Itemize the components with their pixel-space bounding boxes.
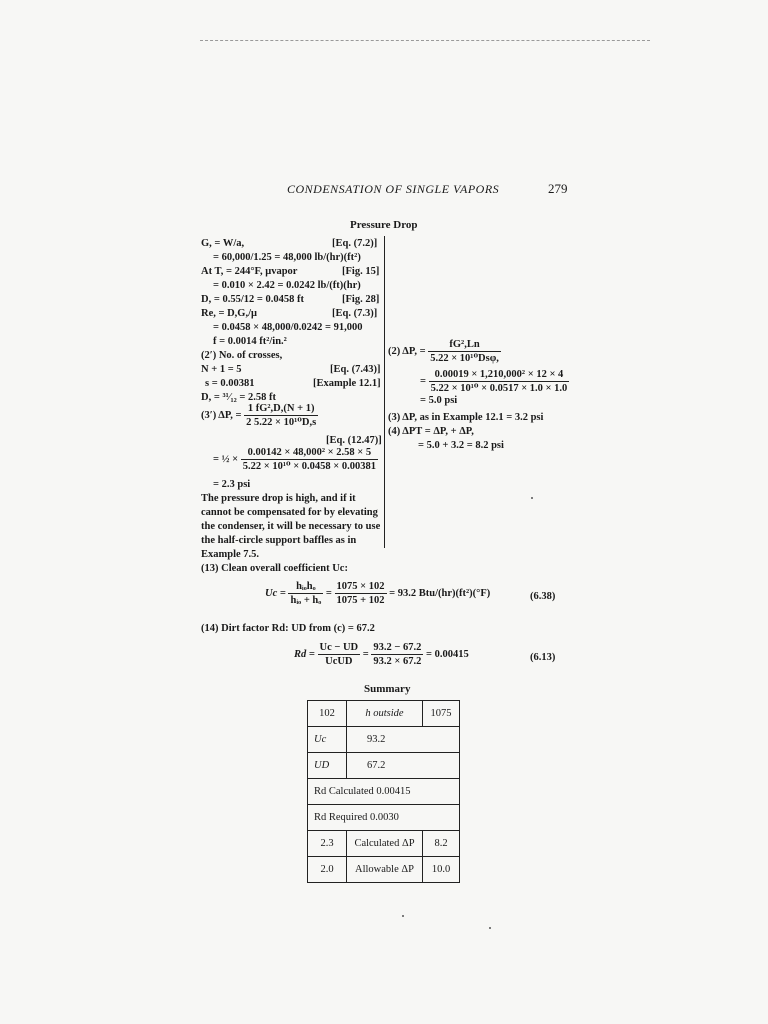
- fraction: [244, 402, 318, 429]
- fraction: [288, 580, 323, 607]
- eq-fraction-line: [201, 402, 318, 429]
- fraction-numerator: 1 fG²,D,(N + 1): [244, 402, 318, 416]
- eq-line: D, = 0.55/12 = 0.0458 ft: [201, 294, 304, 305]
- table-cell: h outside: [347, 701, 423, 727]
- fraction-numerator: fG²,Ln: [428, 338, 501, 352]
- fraction-denominator: hᵢₒ + hₒ: [290, 595, 322, 606]
- eq-line: f = 0.0014 ft²/in.²: [213, 336, 287, 347]
- eq-ref: [Eq. (12.47)]: [326, 435, 382, 446]
- eq-line: D, = ³¹⁄₁₂ = 2.58 ft: [201, 392, 277, 403]
- fraction-numerator: 0.00142 × 48,000² × 2.58 × 5: [241, 446, 378, 460]
- table-cell: 1075: [423, 701, 460, 727]
- fraction-numerator: 0.00019 × 1,210,000² × 12 × 4: [429, 368, 570, 382]
- eq-fraction-line: [388, 338, 501, 365]
- fraction-denominator: 1075 + 102: [336, 595, 385, 606]
- fraction-denominator: 5.22 × 10¹⁰ × 0.0458 × 0.00381: [242, 461, 377, 472]
- table-cell: 8.2: [423, 831, 460, 857]
- eq-label: (2) ΔP, =: [388, 345, 426, 357]
- table-cell: UD: [308, 753, 347, 779]
- fraction-denominator: 93.2 × 67.2: [373, 656, 422, 667]
- page-number: 279: [548, 181, 568, 196]
- eq-result: = 93.2 Btu/(hr)(ft²)(°F): [389, 587, 491, 599]
- eq-line: = 2.3 psi: [213, 479, 251, 490]
- eq-line: (3) ΔP, as in Example 12.1 = 3.2 psi: [388, 412, 544, 423]
- eq-line: (4) ΔPT = ΔP, + ΔP,: [388, 426, 474, 437]
- eq-ref: [Fig. 28]: [342, 294, 380, 305]
- fraction-numerator: Uc − UD: [319, 642, 359, 653]
- scan-artifact-line: [200, 40, 650, 41]
- eq-label: (3′) ΔP, =: [201, 409, 242, 421]
- fraction: [371, 641, 423, 668]
- fraction-denominator: UcUD: [325, 656, 353, 667]
- equation-number: (6.38): [530, 591, 556, 602]
- eq-label: Uc =: [265, 587, 286, 599]
- eq-line: At T, = 244°F, μvapor: [201, 266, 298, 277]
- table-row: [308, 779, 460, 805]
- eq-label: = ½ ×: [213, 453, 239, 465]
- step-heading: (14) Dirt factor Rd: UD from (c) = 67.2: [201, 623, 375, 634]
- table-row: [308, 753, 460, 779]
- fraction-denominator: 2 5.22 × 10¹⁰D,s: [246, 417, 317, 428]
- eq-line: (2′) No. of crosses,: [201, 350, 283, 361]
- table-cell: Calculated ΔP: [347, 831, 423, 857]
- fraction-denominator: 5.22 × 10¹⁰ × 0.0517 × 1.0 × 1.0: [430, 383, 568, 394]
- table-cell: 10.0: [423, 857, 460, 883]
- eq-sign: =: [362, 648, 369, 660]
- equation-uc: [265, 580, 490, 607]
- eq-ref: [Eq. (7.43)]: [330, 364, 381, 375]
- eq-fraction-line: [420, 368, 569, 395]
- scan-speck: [531, 497, 533, 499]
- eq-result: = 0.00415: [426, 648, 469, 660]
- fraction-numerator: 93.2 − 67.2: [373, 642, 422, 653]
- eq-line: = 60,000/1.25 = 48,000 lb/(hr)(ft²): [213, 252, 361, 263]
- eq-line: Re, = D,G,/μ: [201, 308, 257, 319]
- table-cell: Rd Required 0.0030: [308, 805, 460, 831]
- eq-ref: [Fig. 15]: [342, 266, 380, 277]
- table-cell: 2.0: [308, 857, 347, 883]
- summary-table: [307, 700, 460, 883]
- table-row: [308, 701, 460, 727]
- scan-speck: [402, 915, 404, 917]
- eq-ref: [Example 12.1]: [313, 378, 381, 389]
- step-heading: (13) Clean overall coefficient Uc:: [201, 563, 348, 574]
- table-cell: 102: [308, 701, 347, 727]
- table-cell: Rd Calculated 0.00415: [308, 779, 460, 805]
- summary-title: Summary: [364, 683, 411, 695]
- remark-paragraph: The pressure drop is high, and if it cannot be compensated for by elevating the condenser, it will be necessary to use the half-circle support baffles as in Example 7.5.: [201, 493, 381, 560]
- fraction-denominator: 5.22 × 10¹⁰Dsφ,: [430, 353, 499, 364]
- fraction: [241, 446, 378, 473]
- fraction-numerator: 1075 × 102: [336, 581, 385, 592]
- eq-ref: [Eq. (7.3)]: [332, 308, 378, 319]
- table-cell: 93.2: [347, 727, 460, 753]
- eq-sign: =: [325, 587, 332, 599]
- eq-line: = 5.0 + 3.2 = 8.2 psi: [418, 440, 504, 451]
- table-cell: Uc: [308, 727, 347, 753]
- eq-line: = 0.0458 × 48,000/0.0242 = 91,000: [213, 322, 363, 333]
- fraction: [335, 580, 387, 607]
- table-row: [308, 727, 460, 753]
- table-cell: 67.2: [347, 753, 460, 779]
- eq-line: G, = W/a,: [201, 238, 245, 249]
- fraction: [318, 641, 361, 668]
- eq-line: = 0.010 × 2.42 = 0.0242 lb/(ft)(hr): [213, 280, 361, 291]
- eq-label: =: [420, 375, 426, 387]
- running-title: CONDENSATION OF SINGLE VAPORS: [287, 182, 500, 196]
- fraction: [429, 368, 570, 395]
- eq-fraction-line: [213, 446, 378, 473]
- column-divider: [384, 236, 385, 548]
- eq-line: = 5.0 psi: [420, 395, 458, 406]
- table-row: [308, 805, 460, 831]
- section-title: Pressure Drop: [350, 219, 418, 231]
- table-row: [308, 857, 460, 883]
- scan-speck: [489, 927, 491, 929]
- equation-rd: [294, 641, 469, 668]
- eq-ref: [Eq. (7.2)]: [332, 238, 378, 249]
- eq-label: Rd =: [294, 648, 315, 660]
- eq-line: s = 0.00381: [205, 378, 255, 389]
- fraction-numerator: hᵢₒhₒ: [288, 580, 323, 594]
- table-cell: Allowable ΔP: [347, 857, 423, 883]
- eq-line: N + 1 = 5: [201, 364, 242, 375]
- table-row: [308, 831, 460, 857]
- table-cell: 2.3: [308, 831, 347, 857]
- fraction: [428, 338, 501, 365]
- equation-number: (6.13): [530, 652, 556, 663]
